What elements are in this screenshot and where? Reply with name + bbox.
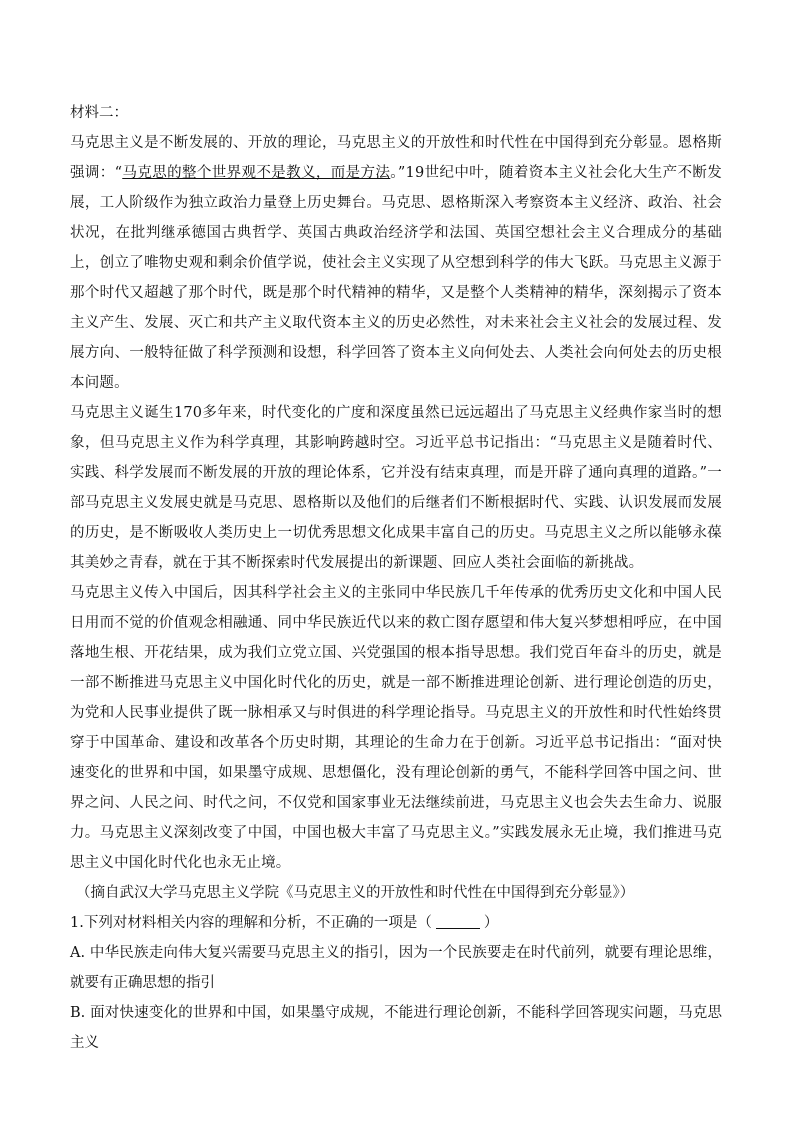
- question-stem-close: ）: [483, 915, 499, 931]
- question-stem-text: 1.下列对材料相关内容的理解和分析，不正确的一项是（: [70, 915, 432, 931]
- document-page: [70, 98, 722, 1058]
- paragraph-1-lead: 马克思主义是不断发展的、开放的理论，马克思主义的开放性和时代性在中国得到充分彰显。恩格斯强调：“: [70, 135, 722, 181]
- answer-blank[interactable]: [436, 912, 480, 929]
- option-b: B. 面对快速变化的世界和中国，如果墨守成规，不能进行理论创新，不能科学回答现实问题，马克思主义: [70, 1005, 722, 1051]
- paragraph-3: 马克思主义传入中国后，因其科学社会主义的主张同中华民族几千年传承的优秀历史文化和中国人民日用而不觉的价值观念相融通、同中华民族近代以来的救亡图存愿望和伟大复兴梦想相呼应，在中国落地生根、开花结果，成为我们立党立国、兴党强国的根本指导思想。我们党百年奋斗的历史，就是一部不断推进马克思主义中国化时代化的历史，就是一部不断推进理论创新、进行理论创造的历史，为党和人民事业提供了既一脉相承又与时俱进的科学理论指导。马克思主义的开放性和时代性始终贯穿于中国革命、建设和改革各个历史时期，其理论的生命力在于创新。习近平总书记指出：“面对快速变化的世界和中国，如果墨守成规、思想僵化，没有理论创新的勇气，不能科学回答中国之问、世界之问、人民之问、时代之问，不仅党和国家事业无法继续前进，马克思主义也会失去生命力、说服力。马克思主义深刻改变了中国，中国也极大丰富了马克思主义。”实践发展永无止境，我们推进马克思主义中国化时代化也永无止境。: [70, 585, 722, 871]
- paragraph-1: [70, 128, 722, 398]
- section-heading: 材料二：: [70, 105, 128, 121]
- paragraph-2: 马克思主义诞生170多年来，时代变化的广度和深度虽然已远远超出了马克思主义经典作家当时的想象，但马克思主义作为科学真理，其影响跨越时空。习近平总书记指出：“马克思主义是随着时代、实践、科学发展而不断发展的开放的理论体系，它并没有结束真理，而是开辟了通向真理的道路。”一部马克思主义发展史就是马克思、恩格斯以及他们的后继者们不断根据时代、实践、认识发展而发展的历史，是不断吸收人类历史上一切优秀思想文化成果丰富自己的历史。马克思主义之所以能够永葆其美妙之青春，就在于其不断探索时代发展提出的新课题、回应人类社会面临的新挑战。: [70, 405, 722, 571]
- underlined-quote: 马克思的整个世界观不是教义，而是方法: [122, 165, 391, 181]
- source-note: （摘自武汉大学马克思主义学院《马克思主义的开放性和时代性在中国得到充分彰显》）: [76, 885, 635, 901]
- paragraph-1-body: 。”19世纪中叶，随着资本主义社会化大生产不断发展，工人阶级作为独立政治力量登上历史舞台。马克思、恩格斯深入考察资本主义经济、政治、社会状况，在批判继承德国古典哲学、英国古典政治经济学和法国、英国空想社会主义合理成分的基础上，创立了唯物史观和剩余价值学说，使社会主义实现了从空想到科学的伟大飞跃。马克思主义源于那个时代又超越了那个时代，既是那个时代精神的精华，又是整个人类精神的精华，深刻揭示了资本主义产生、发展、灭亡和共产主义取代资本主义的历史必然性，对未来社会主义社会的发展过程、发展方向、一般特征做了科学预测和设想，科学回答了资本主义向何处去、人类社会向何处去的历史根本问题。: [70, 165, 722, 391]
- question-stem: [70, 908, 722, 938]
- option-a: A. 中华民族走向伟大复兴需要马克思主义的指引，因为一个民族要走在时代前列，就要有理论思维，就要有正确思想的指引: [70, 945, 722, 991]
